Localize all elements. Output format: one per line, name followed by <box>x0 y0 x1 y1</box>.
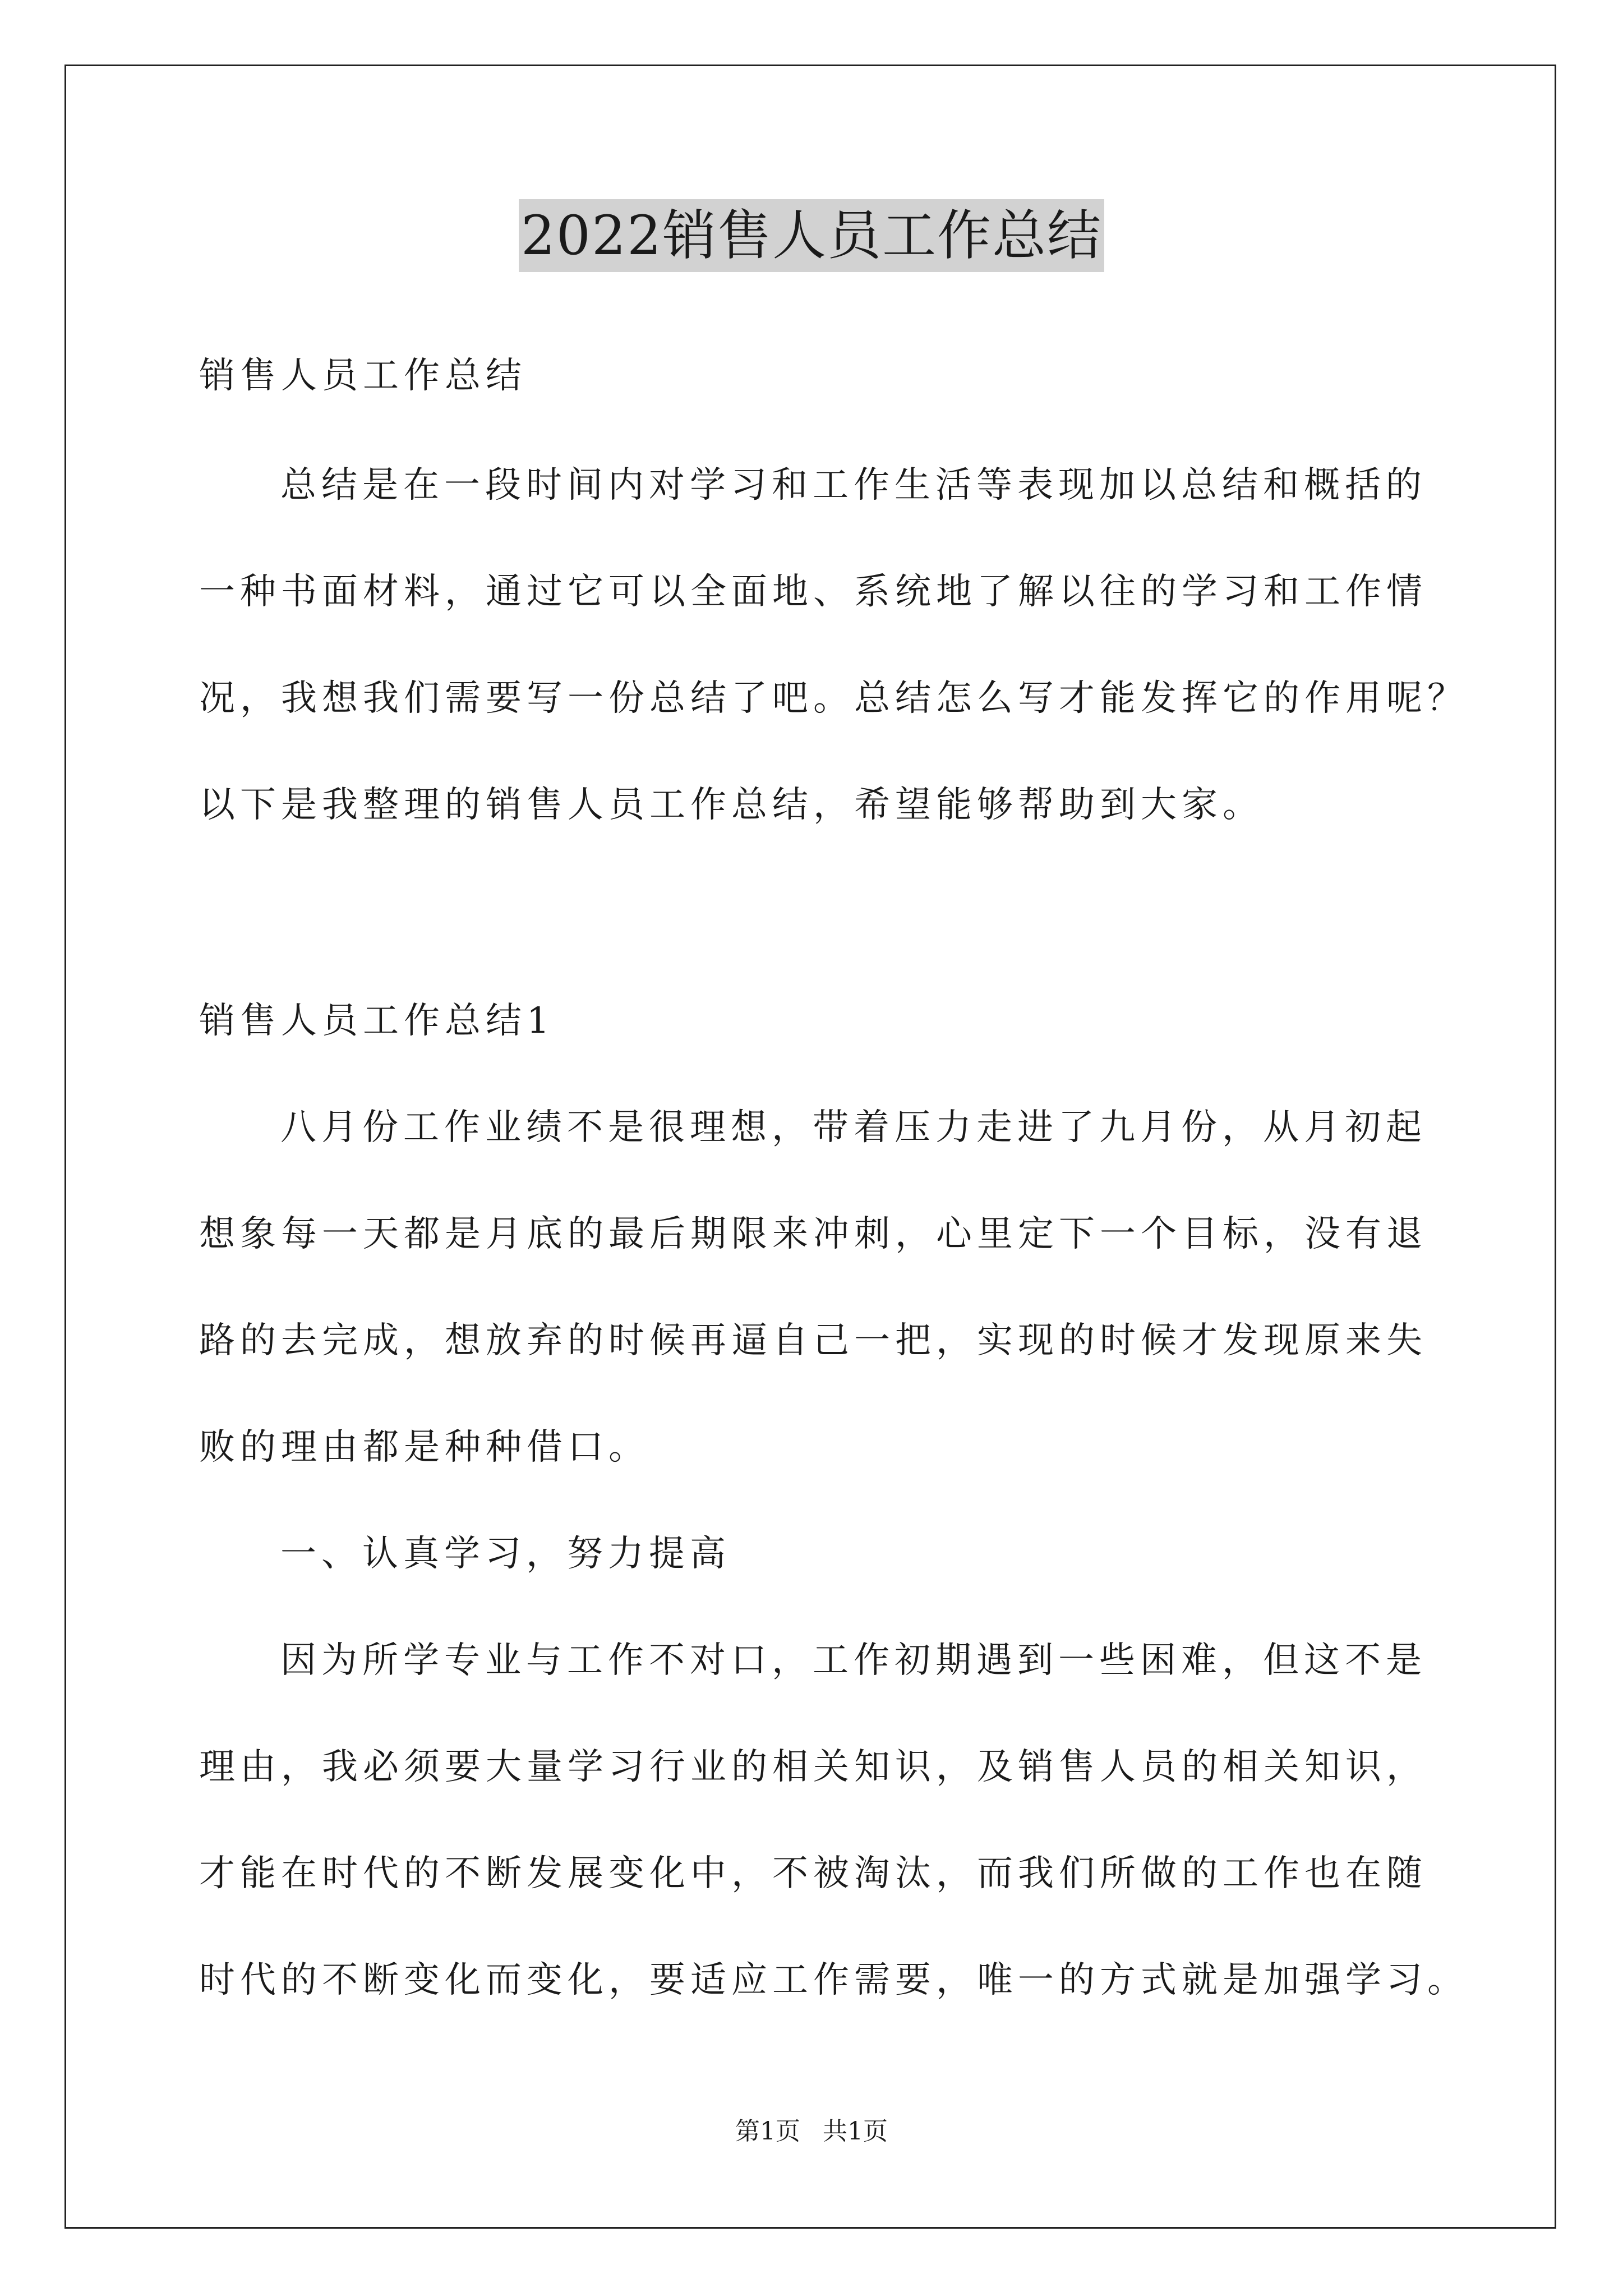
section-heading: 销售人员工作总结1 <box>199 1000 555 1042</box>
section-heading: 销售人员工作总结 <box>199 355 527 397</box>
paragraph-line: 路的去完成，想放弃的时候再逼自己一把，实现的时候才发现原来失 <box>199 1320 1427 1361</box>
paragraph-line: 以下是我整理的销售人员工作总结，希望能够帮助到大家。 <box>199 784 1264 826</box>
paragraph-line: 因为所学专业与工作不对口，工作初期遇到一些困难，但这不是 <box>280 1640 1427 1681</box>
paragraph-line: 才能在时代的不断发展变化中，不被淘汰，而我们所做的工作也在随 <box>199 1853 1427 1894</box>
paragraph-line: 理由，我必须要大量学习行业的相关知识，及销售人员的相关知识， <box>199 1746 1427 1788</box>
page-footer <box>0 2115 1623 2148</box>
page-total: 共1页 <box>823 2117 888 2146</box>
paragraph-line: 八月份工作业绩不是很理想，带着压力走进了九月份，从月初起 <box>280 1107 1427 1148</box>
document-title: 2022销售人员工作总结 <box>0 199 1623 272</box>
subheading: 一、认真学习，努力提高 <box>280 1533 731 1575</box>
paragraph-line: 况，我想我们需要写一份总结了吧。总结怎么写才能发挥它的作用呢？ <box>199 678 1468 719</box>
paragraph-line: 败的理由都是种种借口。 <box>199 1427 649 1468</box>
paragraph-line: 时代的不断变化而变化，要适应工作需要，唯一的方式就是加强学习。 <box>199 1959 1468 2001</box>
paragraph-line: 总结是在一段时间内对学习和工作生活等表现加以总结和概括的 <box>280 464 1427 506</box>
page-number: 第1页 <box>735 2117 800 2146</box>
paragraph-line: 一种书面材料，通过它可以全面地、系统地了解以往的学习和工作情 <box>199 571 1427 613</box>
paragraph-line: 想象每一天都是月底的最后期限来冲刺，心里定下一个目标，没有退 <box>199 1213 1427 1255</box>
